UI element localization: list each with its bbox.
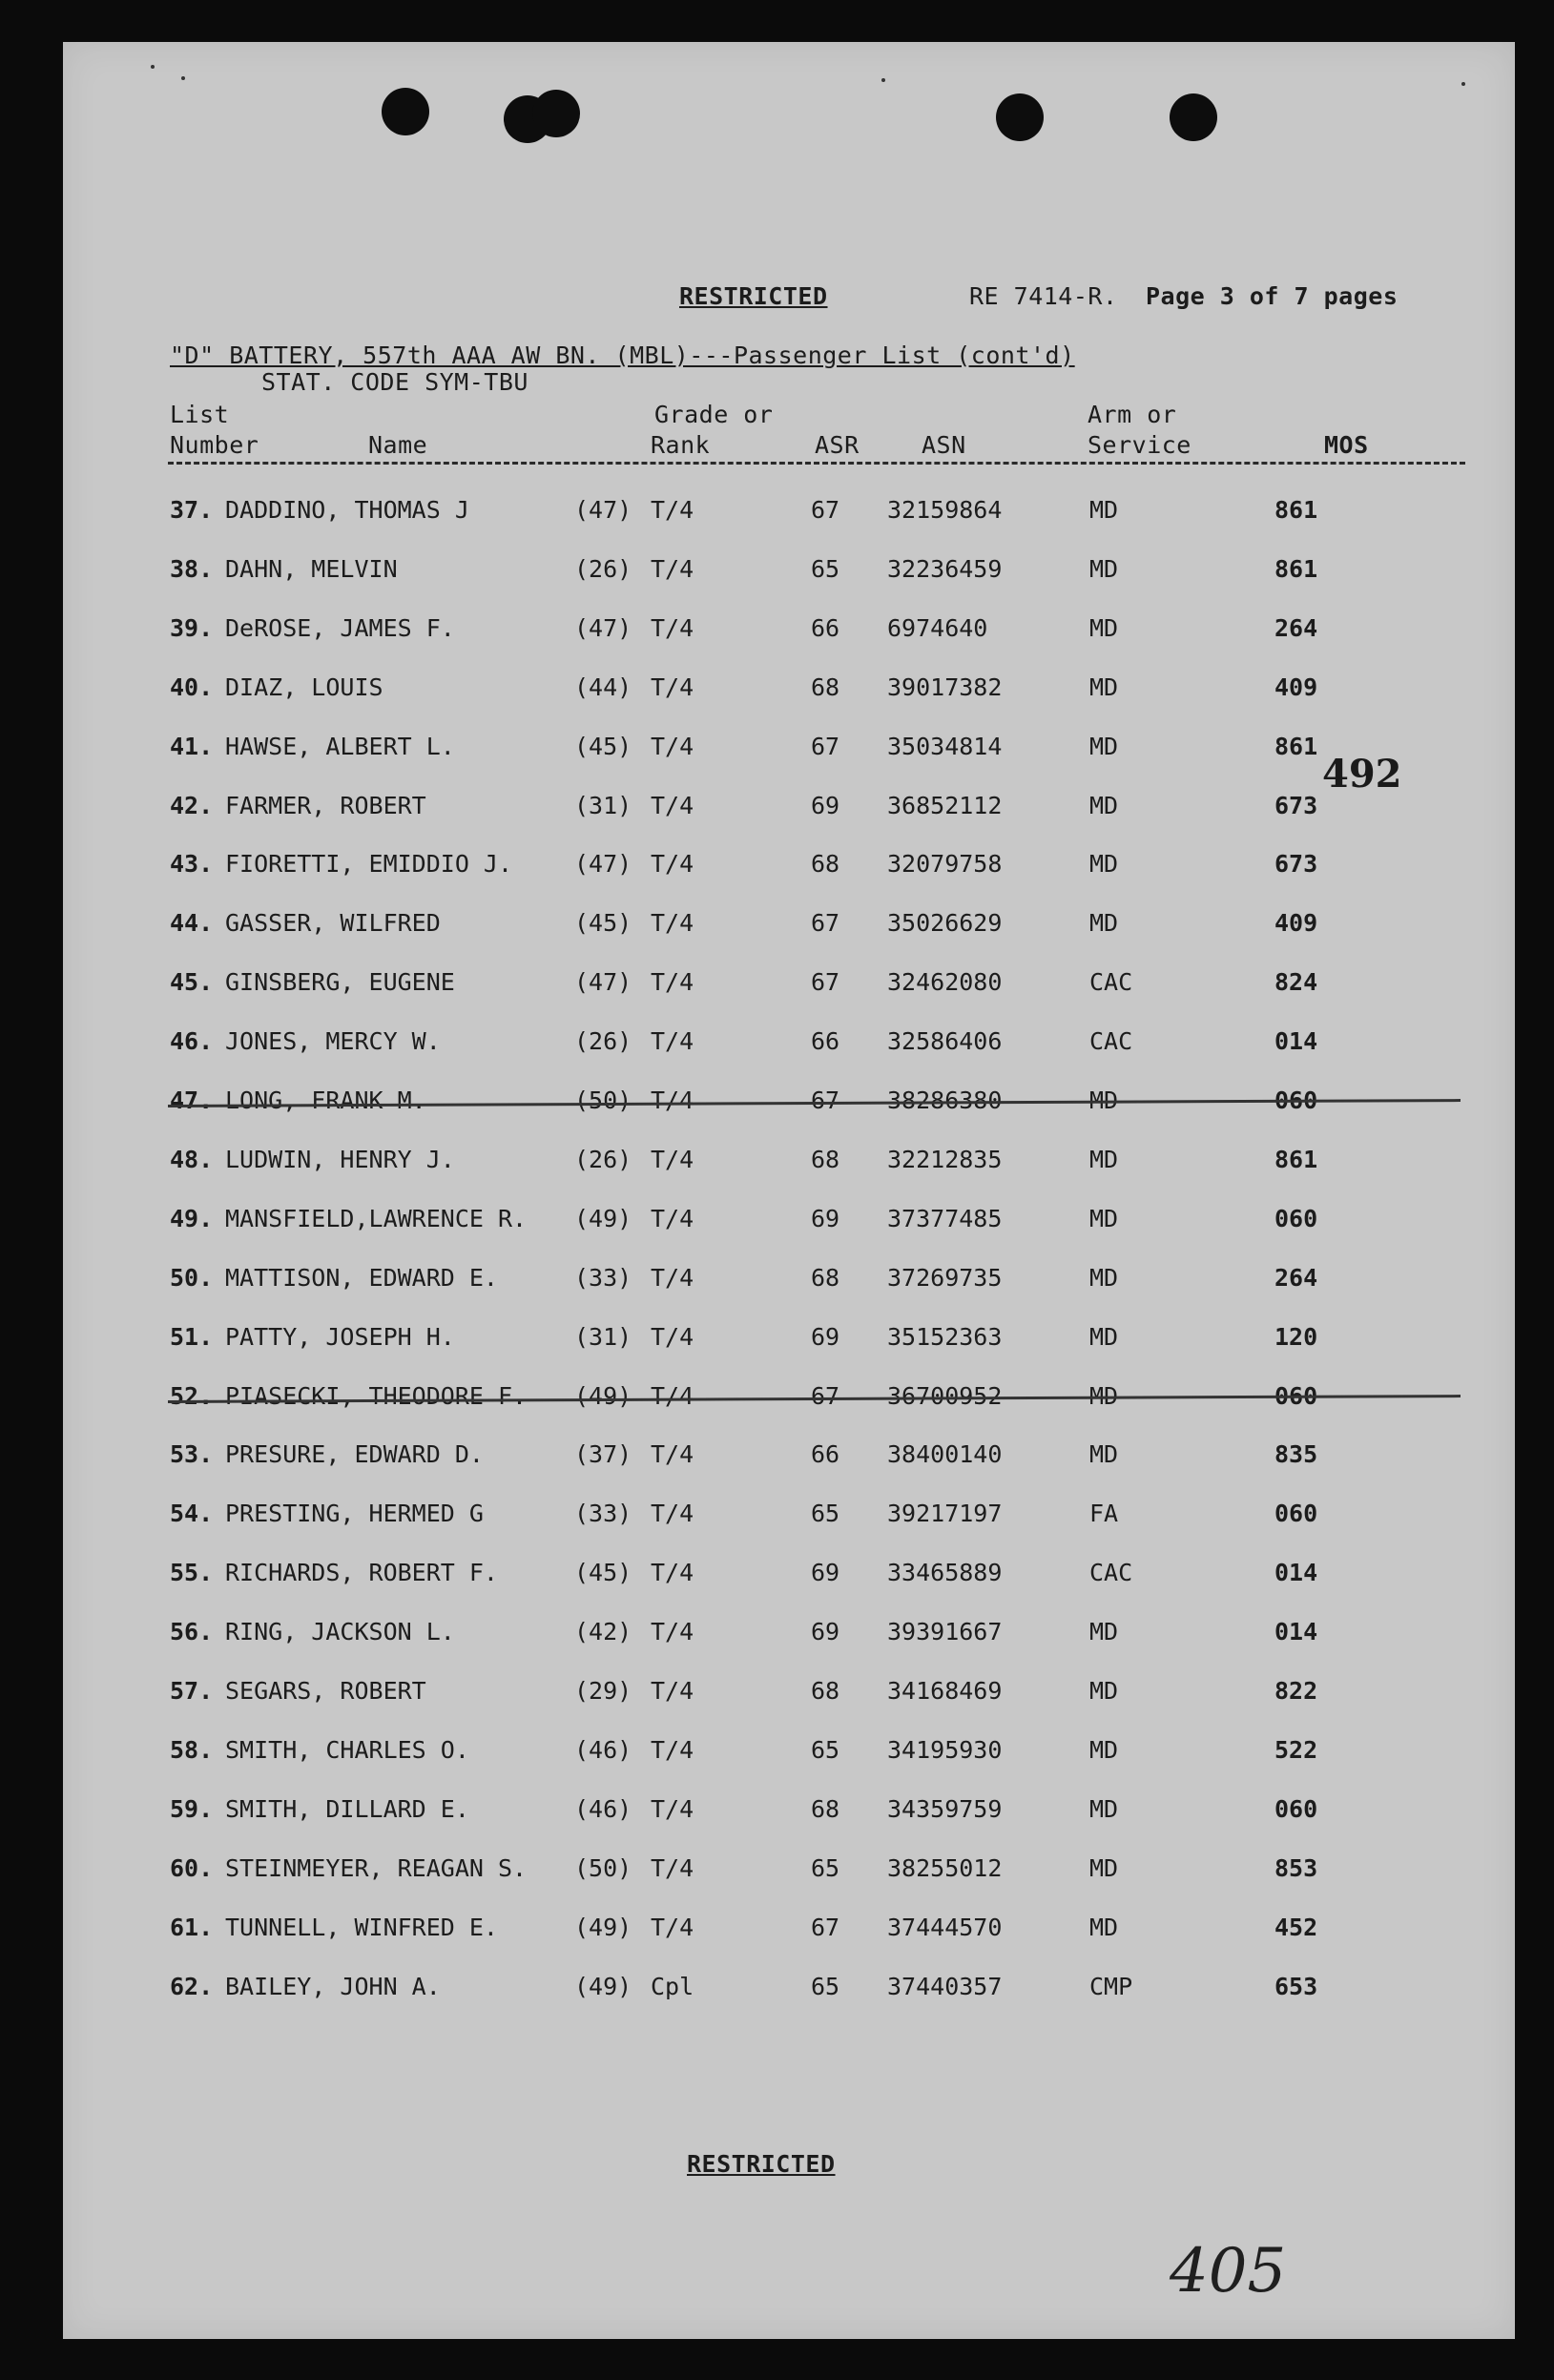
cell-grade: T/4 [651, 1618, 694, 1646]
cell-arm-service: MD [1089, 496, 1119, 524]
cell-asr: 67 [811, 1381, 840, 1410]
cell-mos: 822 [1274, 1677, 1318, 1705]
cell-list-number: 60. [170, 1853, 214, 1882]
document-reference: RE 7414-R. [969, 282, 1118, 310]
table-row [63, 1973, 1515, 2011]
cell-list-number: 50. [170, 1263, 214, 1292]
cell-component-code: (31) [574, 791, 632, 819]
cell-asn: 36852112 [887, 791, 1003, 819]
cell-arm-service: MD [1089, 1853, 1119, 1882]
cell-arm-service: CMP [1089, 1972, 1133, 2000]
cell-list-number: 41. [170, 732, 214, 760]
cell-name: PRESURE, EDWARD D. [225, 1440, 484, 1469]
cell-component-code: (49) [574, 1913, 632, 1941]
unit-title: "D" BATTERY, 557th AAA AW BN. (MBL)---Passenger List (cont'd) [170, 341, 1075, 369]
cell-asn: 38400140 [887, 1440, 1003, 1469]
cell-list-number: 51. [170, 1322, 214, 1351]
cell-asn: 39391667 [887, 1618, 1003, 1646]
cell-mos: 673 [1274, 791, 1318, 819]
paper-speck [881, 78, 885, 82]
cell-asr: 66 [811, 613, 840, 642]
cell-asn: 38286380 [887, 1087, 1003, 1114]
cell-grade: T/4 [651, 1204, 694, 1232]
cell-grade: T/4 [651, 1381, 694, 1410]
table-row [63, 1914, 1515, 1952]
cell-arm-service: MD [1089, 791, 1119, 819]
cell-asn: 37269735 [887, 1263, 1003, 1292]
cell-asn: 35026629 [887, 909, 1003, 938]
cell-grade: T/4 [651, 1440, 694, 1469]
cell-mos: 060 [1274, 1204, 1318, 1232]
cell-list-number: 38. [170, 554, 214, 583]
cell-list-number: 46. [170, 1027, 214, 1056]
cell-name: PATTY, JOSEPH H. [225, 1322, 455, 1351]
cell-list-number: 43. [170, 850, 214, 879]
cell-arm-service: MD [1089, 1913, 1119, 1941]
cell-asn: 37377485 [887, 1204, 1003, 1232]
cell-asr: 67 [811, 909, 840, 938]
cell-component-code: (44) [574, 673, 632, 701]
cell-name: JONES, MERCY W. [225, 1027, 441, 1056]
cell-component-code: (33) [574, 1263, 632, 1292]
cell-mos: 861 [1274, 496, 1318, 524]
cell-arm-service: MD [1089, 1735, 1119, 1764]
cell-asn: 32586406 [887, 1027, 1003, 1056]
cell-arm-service: MD [1089, 1204, 1119, 1232]
cell-list-number: 48. [170, 1145, 214, 1173]
cell-list-number: 42. [170, 791, 214, 819]
cell-arm-service: MD [1089, 1677, 1119, 1705]
cell-grade: T/4 [651, 613, 694, 642]
cell-mos: 861 [1274, 732, 1318, 760]
table-row [63, 614, 1515, 652]
cell-component-code: (31) [574, 1322, 632, 1351]
cell-asn: 37440357 [887, 1972, 1003, 2000]
cell-component-code: (47) [574, 968, 632, 997]
cell-asr: 68 [811, 1145, 840, 1173]
cell-arm-service: MD [1089, 1145, 1119, 1173]
cell-list-number: 57. [170, 1677, 214, 1705]
cell-component-code: (50) [574, 1853, 632, 1882]
col-asn: ASN [922, 431, 966, 459]
classification-footer: RESTRICTED [687, 2150, 836, 2178]
cell-component-code: (47) [574, 496, 632, 524]
cell-arm-service: CAC [1089, 968, 1133, 997]
cell-component-code: (29) [574, 1677, 632, 1705]
cell-grade: T/4 [651, 1027, 694, 1056]
cell-list-number: 58. [170, 1735, 214, 1764]
table-row [63, 1087, 1515, 1125]
cell-name: LUDWIN, HENRY J. [225, 1145, 455, 1173]
cell-asn: 32462080 [887, 968, 1003, 997]
document-page [63, 42, 1515, 2339]
cell-arm-service: FA [1089, 1500, 1119, 1528]
cell-asn: 34195930 [887, 1735, 1003, 1764]
col-asr: ASR [815, 431, 860, 459]
cell-asr: 67 [811, 496, 840, 524]
cell-component-code: (49) [574, 1972, 632, 2000]
cell-arm-service: MD [1089, 613, 1119, 642]
cell-grade: T/4 [651, 732, 694, 760]
cell-asr: 69 [811, 1322, 840, 1351]
cell-name: LONG, FRANK M. [225, 1087, 426, 1114]
cell-arm-service: MD [1089, 1322, 1119, 1351]
cell-component-code: (45) [574, 732, 632, 760]
cell-mos: 014 [1274, 1559, 1318, 1587]
cell-name: GASSER, WILFRED [225, 909, 441, 938]
table-row [63, 1736, 1515, 1774]
cell-mos: 409 [1274, 673, 1318, 701]
cell-asn: 34359759 [887, 1794, 1003, 1823]
cell-grade: T/4 [651, 909, 694, 938]
cell-name: SEGARS, ROBERT [225, 1677, 426, 1705]
cell-mos: 264 [1274, 1263, 1318, 1292]
cell-arm-service: MD [1089, 673, 1119, 701]
cell-arm-service: CAC [1089, 1559, 1133, 1587]
cell-name: HAWSE, ALBERT L. [225, 732, 455, 760]
table-row [63, 1205, 1515, 1243]
table-row [63, 850, 1515, 888]
cell-component-code: (26) [574, 1145, 632, 1173]
cell-asn: 37444570 [887, 1913, 1003, 1941]
cell-list-number: 61. [170, 1913, 214, 1941]
cell-component-code: (26) [574, 1027, 632, 1056]
cell-component-code: (50) [574, 1087, 632, 1114]
cell-list-number: 40. [170, 673, 214, 701]
paper-speck [181, 76, 185, 80]
punch-hole [532, 90, 580, 137]
header-rule [168, 462, 1465, 465]
cell-arm-service: MD [1089, 1381, 1119, 1410]
cell-list-number: 59. [170, 1794, 214, 1823]
cell-component-code: (49) [574, 1381, 632, 1410]
cell-asr: 68 [811, 850, 840, 879]
cell-name: RING, JACKSON L. [225, 1618, 455, 1646]
cell-name: TUNNELL, WINFRED E. [225, 1913, 498, 1941]
cell-component-code: (45) [574, 1559, 632, 1587]
cell-asn: 32212835 [887, 1145, 1003, 1173]
cell-asr: 67 [811, 1087, 840, 1114]
cell-grade: T/4 [651, 1087, 694, 1114]
cell-asr: 69 [811, 1204, 840, 1232]
cell-arm-service: MD [1089, 850, 1119, 879]
table-row [63, 1795, 1515, 1833]
cell-mos: 060 [1274, 1087, 1318, 1114]
cell-list-number: 62. [170, 1972, 214, 2000]
cell-arm-service: MD [1089, 1440, 1119, 1469]
punch-hole [996, 93, 1044, 141]
cell-asr: 67 [811, 968, 840, 997]
cell-asr: 67 [811, 732, 840, 760]
cell-mos: 522 [1274, 1735, 1318, 1764]
col-list-number-top: List [170, 401, 230, 428]
cell-mos: 861 [1274, 554, 1318, 583]
cell-list-number: 54. [170, 1500, 214, 1528]
cell-asr: 68 [811, 1263, 840, 1292]
stamped-number: 492 [1322, 752, 1402, 797]
table-row [63, 968, 1515, 1006]
table-row [63, 1559, 1515, 1597]
table-row [63, 1854, 1515, 1893]
table-row [63, 1323, 1515, 1361]
cell-name: STEINMEYER, REAGAN S. [225, 1853, 528, 1882]
cell-list-number: 44. [170, 909, 214, 938]
col-mos: MOS [1324, 431, 1369, 459]
cell-mos: 060 [1274, 1500, 1318, 1528]
cell-grade: T/4 [651, 1913, 694, 1941]
table-row [63, 1677, 1515, 1715]
cell-grade: T/4 [651, 850, 694, 879]
cell-asn: 33465889 [887, 1559, 1003, 1587]
cell-asn: 38255012 [887, 1853, 1003, 1882]
cell-mos: 120 [1274, 1322, 1318, 1351]
cell-arm-service: MD [1089, 909, 1119, 938]
cell-mos: 653 [1274, 1972, 1318, 2000]
cell-mos: 060 [1274, 1794, 1318, 1823]
cell-asn: 39217197 [887, 1500, 1003, 1528]
cell-asn: 35152363 [887, 1322, 1003, 1351]
table-row [63, 1618, 1515, 1656]
cell-grade: T/4 [651, 1794, 694, 1823]
cell-mos: 835 [1274, 1440, 1318, 1469]
col-name: Name [368, 431, 428, 459]
col-arm-bottom: Service [1088, 431, 1191, 459]
table-row [63, 1264, 1515, 1302]
cell-asr: 66 [811, 1027, 840, 1056]
cell-name: DADDINO, THOMAS J [225, 496, 469, 524]
cell-asn: 6974640 [887, 613, 988, 642]
cell-asr: 69 [811, 1559, 840, 1587]
cell-asr: 69 [811, 1618, 840, 1646]
station-code: STAT. CODE SYM-TBU [261, 368, 528, 396]
cell-grade: T/4 [651, 1145, 694, 1173]
table-row [63, 1146, 1515, 1184]
cell-arm-service: MD [1089, 1618, 1119, 1646]
cell-name: DIAZ, LOUIS [225, 673, 383, 701]
cell-asn: 32236459 [887, 554, 1003, 583]
cell-mos: 014 [1274, 1027, 1318, 1056]
cell-grade: T/4 [651, 968, 694, 997]
cell-name: FIORETTI, EMIDDIO J. [225, 850, 513, 879]
table-row [63, 496, 1515, 534]
table-row [63, 792, 1515, 830]
cell-asn: 39017382 [887, 673, 1003, 701]
cell-asn: 35034814 [887, 732, 1003, 760]
col-arm-top: Arm or [1088, 401, 1177, 428]
cell-list-number: 39. [170, 613, 214, 642]
cell-asn: 32159864 [887, 496, 1003, 524]
cell-grade: T/4 [651, 554, 694, 583]
cell-arm-service: CAC [1089, 1027, 1133, 1056]
cell-component-code: (33) [574, 1500, 632, 1528]
cell-component-code: (46) [574, 1735, 632, 1764]
cell-name: RICHARDS, ROBERT F. [225, 1559, 498, 1587]
cell-arm-service: MD [1089, 732, 1119, 760]
cell-grade: T/4 [651, 1322, 694, 1351]
cell-component-code: (49) [574, 1204, 632, 1232]
cell-grade: T/4 [651, 1263, 694, 1292]
cell-component-code: (47) [574, 613, 632, 642]
cell-grade: Cpl [651, 1972, 694, 2000]
classification-header: RESTRICTED [679, 282, 828, 310]
cell-component-code: (45) [574, 909, 632, 938]
handwritten-number: 405 [1170, 2236, 1287, 2307]
cell-grade: T/4 [651, 1559, 694, 1587]
cell-name: BAILEY, JOHN A. [225, 1972, 441, 2000]
table-row [63, 1382, 1515, 1420]
page-info: Page 3 of 7 pages [1146, 282, 1399, 310]
table-row [63, 1440, 1515, 1479]
cell-mos: 673 [1274, 850, 1318, 879]
cell-component-code: (37) [574, 1440, 632, 1469]
cell-asr: 65 [811, 1500, 840, 1528]
cell-name: DAHN, MELVIN [225, 554, 398, 583]
cell-name: MANSFIELD,LAWRENCE R. [225, 1204, 528, 1232]
cell-name: SMITH, DILLARD E. [225, 1794, 469, 1823]
table-row [63, 555, 1515, 593]
cell-list-number: 55. [170, 1559, 214, 1587]
col-grade-top: Grade or [654, 401, 774, 428]
cell-component-code: (42) [574, 1618, 632, 1646]
cell-asr: 65 [811, 1972, 840, 2000]
cell-mos: 409 [1274, 909, 1318, 938]
cell-asr: 65 [811, 1735, 840, 1764]
cell-component-code: (26) [574, 554, 632, 583]
cell-mos: 853 [1274, 1853, 1318, 1882]
cell-asr: 68 [811, 673, 840, 701]
cell-arm-service: MD [1089, 1087, 1119, 1114]
cell-arm-service: MD [1089, 1794, 1119, 1823]
table-row [63, 909, 1515, 947]
cell-grade: T/4 [651, 1500, 694, 1528]
cell-mos: 824 [1274, 968, 1318, 997]
cell-grade: T/4 [651, 1853, 694, 1882]
cell-arm-service: MD [1089, 554, 1119, 583]
cell-list-number: 56. [170, 1618, 214, 1646]
cell-list-number: 53. [170, 1440, 214, 1469]
cell-component-code: (46) [574, 1794, 632, 1823]
punch-hole [1170, 93, 1217, 141]
cell-asr: 69 [811, 791, 840, 819]
cell-component-code: (47) [574, 850, 632, 879]
cell-grade: T/4 [651, 496, 694, 524]
cell-asn: 36700952 [887, 1381, 1003, 1410]
cell-grade: T/4 [651, 673, 694, 701]
cell-mos: 264 [1274, 613, 1318, 642]
cell-mos: 014 [1274, 1618, 1318, 1646]
cell-list-number: 37. [170, 496, 214, 524]
punch-hole [382, 88, 429, 135]
cell-name: FARMER, ROBERT [225, 791, 426, 819]
cell-grade: T/4 [651, 1677, 694, 1705]
cell-asr: 66 [811, 1440, 840, 1469]
cell-mos: 861 [1274, 1145, 1318, 1173]
cell-asr: 68 [811, 1677, 840, 1705]
cell-arm-service: MD [1089, 1263, 1119, 1292]
cell-list-number: 45. [170, 968, 214, 997]
col-list-number-bottom: Number [170, 431, 259, 459]
cell-asr: 65 [811, 554, 840, 583]
cell-name: SMITH, CHARLES O. [225, 1735, 469, 1764]
table-row [63, 733, 1515, 771]
cell-name: PIASECKI, THEODORE F. [225, 1381, 528, 1410]
cell-mos: 060 [1274, 1381, 1318, 1410]
paper-speck [151, 65, 155, 69]
paper-speck [1461, 82, 1465, 86]
cell-asn: 32079758 [887, 850, 1003, 879]
table-row [63, 1500, 1515, 1538]
table-row [63, 673, 1515, 712]
cell-list-number: 47. [170, 1087, 214, 1114]
cell-name: GINSBERG, EUGENE [225, 968, 455, 997]
cell-asn: 34168469 [887, 1677, 1003, 1705]
cell-asr: 67 [811, 1913, 840, 1941]
cell-name: MATTISON, EDWARD E. [225, 1263, 498, 1292]
cell-mos: 452 [1274, 1913, 1318, 1941]
cell-asr: 65 [811, 1853, 840, 1882]
col-grade-bottom: Rank [651, 431, 711, 459]
cell-asr: 68 [811, 1794, 840, 1823]
cell-grade: T/4 [651, 791, 694, 819]
cell-list-number: 49. [170, 1204, 214, 1232]
cell-grade: T/4 [651, 1735, 694, 1764]
cell-name: DeROSE, JAMES F. [225, 613, 455, 642]
cell-list-number: 52. [170, 1381, 214, 1410]
table-row [63, 1027, 1515, 1066]
cell-name: PRESTING, HERMED G [225, 1500, 484, 1528]
